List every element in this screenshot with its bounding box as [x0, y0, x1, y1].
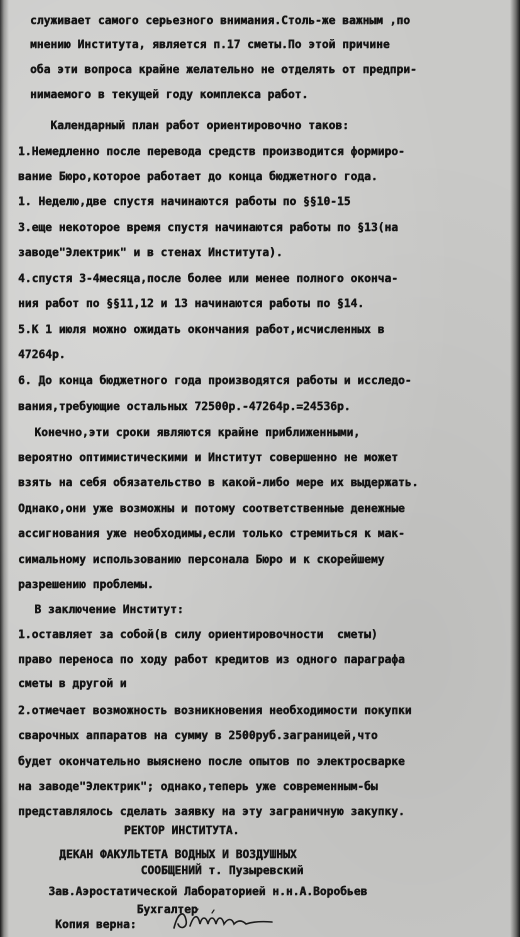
text-line: служивает самого серьезного внимания.Столь-же важным ,по — [30, 14, 410, 27]
text-line: В заключение Институт: — [14, 603, 184, 616]
text-line: 1.Немедленно после перевода средств производится формиро- — [18, 145, 405, 158]
text-line: 3.еще некоторое время спустя начинаются работы по §13(на — [18, 221, 398, 234]
text-line: сварочных аппаратов на сумму в 2500руб.заграницей,что — [18, 729, 378, 742]
signature-line: РЕКТОР ИНСТИТУТА. — [90, 824, 240, 837]
signature-line: Копия верна: — [28, 918, 137, 931]
text-line: право переноса по ходу работ кредитов из одного параграфа — [18, 653, 405, 666]
text-line: оба эти вопроса крайне желательно не отделять от предпри- — [30, 63, 417, 76]
signature-line: СООБЩЕНИЙ т. Пузыревский — [32, 864, 304, 877]
text-line: представлялось сделать заявку на эту заграничную закупку. — [18, 805, 405, 818]
text-line: сметы в другой и — [18, 677, 127, 690]
text-line: вание Бюро,которое работает до конца бюджетного года. — [18, 170, 378, 183]
text-line: ния работ по §§11,12 и 13 начинаются работы по §14. — [18, 297, 365, 310]
text-line: будет окончательно выяснено после опытов по электросварке — [18, 755, 405, 768]
text-line: нимаемого в текущей году комплекса работ. — [30, 88, 309, 101]
text-line: ассигнования уже необходимы,если только стремиться к мак- — [18, 527, 405, 540]
text-line: Однако,они уже возможны и потому соответственные денежные — [18, 502, 405, 515]
text-line: Календарный план работ ориентировочно таков: — [30, 119, 349, 132]
text-line: 4.спустя 3-4месяца,после более или менее полного оконча- — [18, 272, 398, 285]
handwritten-signature — [168, 906, 288, 934]
text-line: взять на себя обязательство в какой-либо мере их выдержать. — [18, 476, 419, 489]
text-line: на заводе"Электрик"; однако,теперь уже современным-бы — [18, 780, 378, 793]
text-line: Конечно,эти сроки являются крайне приближенными, — [14, 426, 361, 439]
text-line: мнению Института, является п.17 сметы.По этой причине — [30, 38, 390, 51]
text-line: 47264р. — [18, 348, 66, 361]
text-line: вероятно оптимистическими и Институт совершенно не может — [18, 451, 398, 464]
text-line: симальному использованию персонала Бюро и к скорейшему — [18, 553, 385, 566]
text-line: 2.отмечает возможность возникновения необходимости покупки — [18, 704, 412, 717]
text-line: 6. До конца бюджетного года производятся работы и исследо- — [18, 374, 412, 387]
text-line: вания,требующие остальных 72500р.-47264р.=24536р. — [18, 400, 351, 413]
text-line: 1.оставляет за собой(в силу ориентировочности сметы) — [18, 628, 378, 641]
signature-line: ДЕКАН ФАКУЛЬТЕТА ВОДНЫХ И ВОЗДУШНЫХ — [32, 848, 297, 861]
signature-line: Зав.Аэростатической Лабораторией н.н.А.Воробьев — [28, 885, 368, 898]
text-line: разрешению проблемы. — [18, 578, 154, 591]
text-line: 5.К 1 июля можно ожидать окончания работ,исчисленных в — [18, 323, 385, 336]
text-line: 1. Неделю,две спустя начинаются работы по §§10-15 — [18, 195, 351, 208]
signature-line: Бухгалтер — [28, 903, 198, 916]
text-line: заводе"Электрик" и в стенах Института). — [18, 246, 283, 259]
